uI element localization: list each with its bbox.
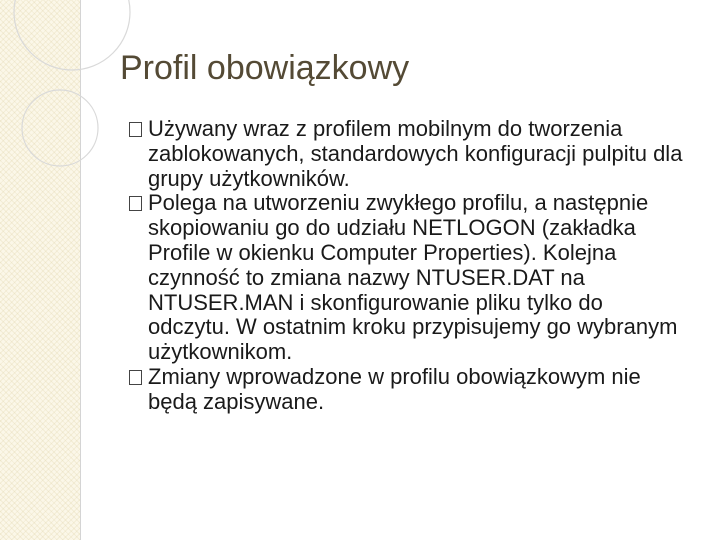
bullet-item (128, 117, 688, 191)
bullet-text: Polega na utworzeniu zwykłego profilu, a następnie skopiowaniu go do udziału NETLOGON (zakładka Profile w okienku Computer Properties). Kolejna czynność to zmiana nazwy NTUSER.DAT na NTUSER.MAN i skonfigurowanie pliku tylko do odczytu. W ostatnim kroku przypisujemy go wybranym użytkownikom. (148, 190, 678, 365)
slide-title: Profil obowiązkowy (120, 49, 410, 87)
missing-glyph-box-icon (129, 196, 142, 211)
bullet-list (128, 117, 688, 415)
missing-glyph-box-icon (129, 122, 142, 137)
bullet-text: Zmiany wprowadzone w profilu obowiązkowym nie będą zapisywane. (148, 363, 641, 414)
bullet-item (128, 365, 688, 415)
deco-circle-large (14, 0, 130, 70)
missing-glyph-box-icon (129, 370, 142, 385)
deco-circle-small (22, 90, 98, 166)
bullet-item (128, 191, 688, 365)
bullet-text: Używany wraz z profilem mobilnym do tworzenia zablokowanych, standardowych konfiguracji pulpitu dla grupy użytkowników. (148, 116, 683, 191)
